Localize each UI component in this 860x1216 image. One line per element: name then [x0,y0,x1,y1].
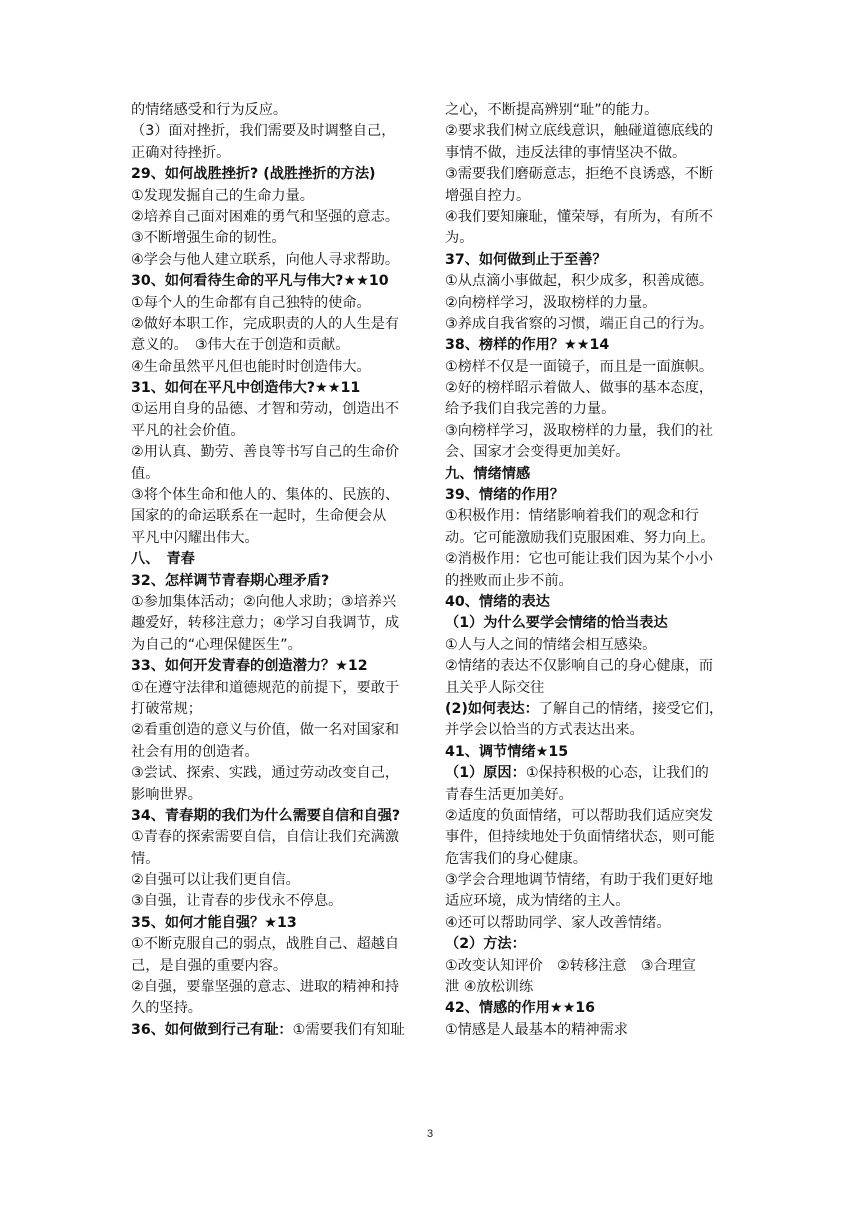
text-line [445,186,731,207]
text-line [131,806,417,827]
body-text: ④还可以帮助同学、家人改善情绪。 [445,914,671,931]
text-line [131,164,417,185]
body-text: 值。 [131,465,160,482]
text-line [131,207,417,228]
text-line [131,528,417,549]
text-line [131,742,417,763]
text-line [131,763,417,784]
body-text: 的情绪感受和行为反应。 [131,102,288,118]
page-number: 3 [426,1128,434,1140]
text-line [445,1020,731,1041]
text-line [131,785,417,806]
heading-text: 30、如何看待生命的平凡与伟大?★★10 [131,273,389,290]
text-line [131,870,417,891]
text-line [445,956,731,977]
text-line [445,934,731,955]
body-text: 国家的的命运联系在一起时，生命便会从 [131,508,387,525]
text-line [131,186,417,207]
body-text: ③不断增强生命的韧性。 [131,230,286,247]
text-line [131,849,417,870]
heading-text: 37、如何做到止于至善？ [445,251,607,268]
body-text: ④学会与他人建立联系，向他人寻求帮助。 [131,251,400,268]
text-line [131,250,417,271]
body-text: 久的坚持。 [131,1000,202,1017]
body-text: ②做好本职工作，完成职责的人的人生是有 [131,315,400,332]
text-line [131,143,417,164]
body-text: ①积极作用：情绪影响着我们的观念和行 [445,508,699,525]
text-line [131,121,417,142]
text-line [131,506,417,527]
body-text: ③将个体生命和他人的、集体的、民族的、 [131,487,400,504]
body-text: ②看重创造的意义与价值，做一名对国家和 [131,722,400,739]
text-line [131,378,417,399]
text-line [131,271,417,292]
text-line [131,956,417,977]
text-line [445,271,731,292]
body-text: 且关乎人际交往 [445,679,545,696]
text-line [445,121,731,142]
text-line [131,442,417,463]
text-line [131,1020,417,1041]
text-line [445,785,731,806]
text-line [445,827,731,848]
body-text: 为自己的“心理保健医生”。 [131,636,302,653]
heading-text: 32、怎样调节青春期心理矛盾? [131,572,330,589]
body-text: ②要求我们树立底线意识，触碰道德底线的 [445,123,714,140]
body-text: ①需要我们有知耻 [292,1021,405,1038]
body-text: 了解自己的情绪，接受它们， [538,700,724,717]
text-line [445,464,731,485]
body-text: ①不断克服自己的弱点，战胜自己、超越自 [131,936,400,953]
body-text: ②自强可以让我们更自信。 [131,872,300,889]
text-line [131,891,417,912]
body-text: 危害我们的身心健康。 [445,850,587,867]
body-text: 之心，不断提高辨别“耻”的能力。 [445,102,659,118]
text-line [445,506,731,527]
text-line [131,934,417,955]
body-text: ④生命虽然平凡但也能时时创造伟大。 [131,358,371,375]
text-line [445,399,731,420]
text-line [445,699,731,720]
text-line [131,399,417,420]
body-text: 增强自控力。 [445,187,531,204]
body-text: ①在遵守法律和道德规范的前提下，要敢于 [131,679,400,696]
text-line [131,293,417,314]
text-line [131,421,417,442]
text-line [445,549,731,570]
body-text: ①改变认知评价 ②转移注意 ③合理宣 [445,957,696,974]
body-text: 事件，但持续地处于负面情绪状态，则可能 [445,829,715,846]
text-line [131,678,417,699]
text-line [445,207,731,228]
text-line [445,378,731,399]
body-text: （3）面对挫折，我们需要及时调整自己， [131,123,396,140]
body-text: 动。它可能激励我们克服困难、努力向上。 [445,529,715,546]
body-text: ③学会合理地调节情绪，有助于我们更好地 [445,872,714,889]
text-line [131,913,417,934]
body-text: ①从点滴小事做起，积少成多，积善成德。 [445,273,714,290]
body-text: 平凡中闪耀出伟大。 [131,529,259,546]
text-line [445,678,731,699]
body-text: 己，是自强的重要内容。 [131,957,288,974]
text-line [445,742,731,763]
body-text: ①榜样不仅是一面镜子，而且是一面旗帜。 [445,358,714,375]
body-text: 会、国家才会变得更加美好。 [445,444,630,461]
body-text: ②向榜样学习，汲取榜样的力量。 [445,294,657,311]
text-line [131,635,417,656]
heading-text: 九、情绪情感 [445,465,531,482]
text-line [445,720,731,741]
body-text: ②适度的负面情绪，可以帮助我们适应突发 [445,807,714,824]
text-line [445,335,731,356]
text-line [131,314,417,335]
text-line [445,250,731,271]
heading-text: 39、情绪的作用？ [445,487,565,504]
body-text: 事情不做，违反法律的事情坚决不做。 [445,144,687,161]
text-line [445,143,731,164]
body-text: 给予我们自我完善的力量。 [445,401,616,418]
heading-text: （1）为什么要学会情绪的恰当表达 [445,615,668,632]
text-line [445,891,731,912]
body-text: ①参加集体活动；②向他人求助；③培养兴 [131,593,397,610]
text-line [445,357,731,378]
body-text: ①情感是人最基本的精神需求 [445,1021,628,1038]
text-line [445,293,731,314]
text-line [445,314,731,335]
heading-text: 33、如何开发青春的创造潜力？★12 [131,658,368,675]
text-line [131,464,417,485]
body-text: 为。 [445,230,474,247]
text-line [131,720,417,741]
body-text: ③养成自我省察的习惯，端正自己的行为。 [445,315,714,332]
body-text: 影响世界。 [131,786,202,803]
text-line [131,977,417,998]
body-text: ③向榜样学习，汲取榜样的力量，我们的社 [445,422,714,439]
text-line [445,656,731,677]
text-line [445,998,731,1019]
body-text: 青春生活更加美好。 [445,786,573,803]
body-text: ②消极作用：它也可能让我们因为某个小小 [445,551,714,568]
body-text: 打破常规； [131,700,202,717]
body-text: ④我们要知廉耻，懂荣辱，有所为，有所不 [445,208,714,225]
text-line [445,635,731,656]
text-line [445,913,731,934]
body-text: 正确对待挫折。 [131,144,231,161]
text-line [131,335,417,356]
heading-text: (2)如何表达： [445,700,539,717]
text-line [131,613,417,634]
right-column [445,100,731,1041]
heading-text: 36、如何做到行己有耻： [131,1021,293,1038]
body-text: 并学会以恰当的方式表达出来。 [445,722,644,739]
text-line [445,442,731,463]
body-text: ②培养自己面对困难的勇气和坚强的意志。 [131,208,400,225]
text-line [131,485,417,506]
body-text: ③需要我们磨砺意志，拒绝不良诱惑，不断 [445,166,714,183]
heading-text: （1）原因： [445,765,526,782]
body-text: 社会有用的创造者。 [131,743,259,760]
text-line [131,998,417,1019]
body-text: 情。 [131,850,160,867]
text-line [131,228,417,249]
text-line [131,827,417,848]
text-line [131,699,417,720]
text-line [445,485,731,506]
heading-text: 40、情绪的表达 [445,593,550,610]
text-line [445,571,731,592]
body-text: ①人与人之间的情绪会相互感染。 [445,636,657,653]
heading-text: 41、调节情绪★15 [445,743,569,760]
text-line [131,592,417,613]
body-text: ①保持积极的心态，让我们的 [525,765,709,782]
body-text: 适应环境，成为情绪的主人。 [445,893,630,910]
body-text: ①每个人的生命都有自己独特的使命。 [131,294,371,311]
body-text: 意义的。 ③伟大在于创造和贡献。 [131,337,350,354]
body-text: ①发现发掘自己的生命力量。 [131,187,314,204]
body-text: ②用认真、勤劳、善良等书写自己的生命价 [131,444,400,461]
body-text: ①青春的探索需要自信，自信让我们充满激 [131,829,400,846]
text-line [445,421,731,442]
left-column [131,100,417,1041]
body-text: ②情绪的表达不仅影响自己的身心健康，而 [445,658,714,675]
text-line [445,870,731,891]
heading-text: 34、青春期的我们为什么需要自信和自强? [131,807,401,824]
text-line [445,164,731,185]
text-line [131,571,417,592]
body-text: ③自强，让青春的步伐永不停息。 [131,893,343,910]
text-line [445,763,731,784]
body-text: 趣爱好，转移注意力；④学习自我调节，成 [131,615,400,632]
text-line [445,228,731,249]
text-line [445,100,731,121]
text-line [445,849,731,870]
heading-text: （2）方法： [445,936,526,953]
text-line [445,613,731,634]
body-text: ②自强，要靠坚强的意志、进取的精神和持 [131,979,400,996]
text-line [445,806,731,827]
text-line [131,357,417,378]
text-line [131,549,417,570]
text-line [131,100,417,121]
body-text: ①运用自身的品德、才智和劳动，创造出不 [131,401,400,418]
heading-text: 35、如何才能自强？★13 [131,914,297,931]
text-line [445,592,731,613]
body-text: ②好的榜样昭示着做人、做事的基本态度， [445,380,714,397]
body-text: 泄 ④放松训练 [445,979,534,996]
text-line [131,656,417,677]
body-text: 的挫败而止步不前。 [445,572,573,589]
heading-text: 38、榜样的作用？★★14 [445,337,610,354]
heading-text: 31、如何在平凡中创造伟大?★★11 [131,380,361,397]
body-text: 平凡的社会价值。 [131,422,245,439]
heading-text: 42、情感的作用★★16 [445,1000,596,1017]
text-line [445,977,731,998]
text-line [445,528,731,549]
body-text: ③尝试、探索、实践，通过劳动改变自己， [131,765,400,782]
heading-text: 29、如何战胜挫折? (战胜挫折的方法) [131,166,376,183]
heading-text: 八、 青春 [131,551,195,568]
